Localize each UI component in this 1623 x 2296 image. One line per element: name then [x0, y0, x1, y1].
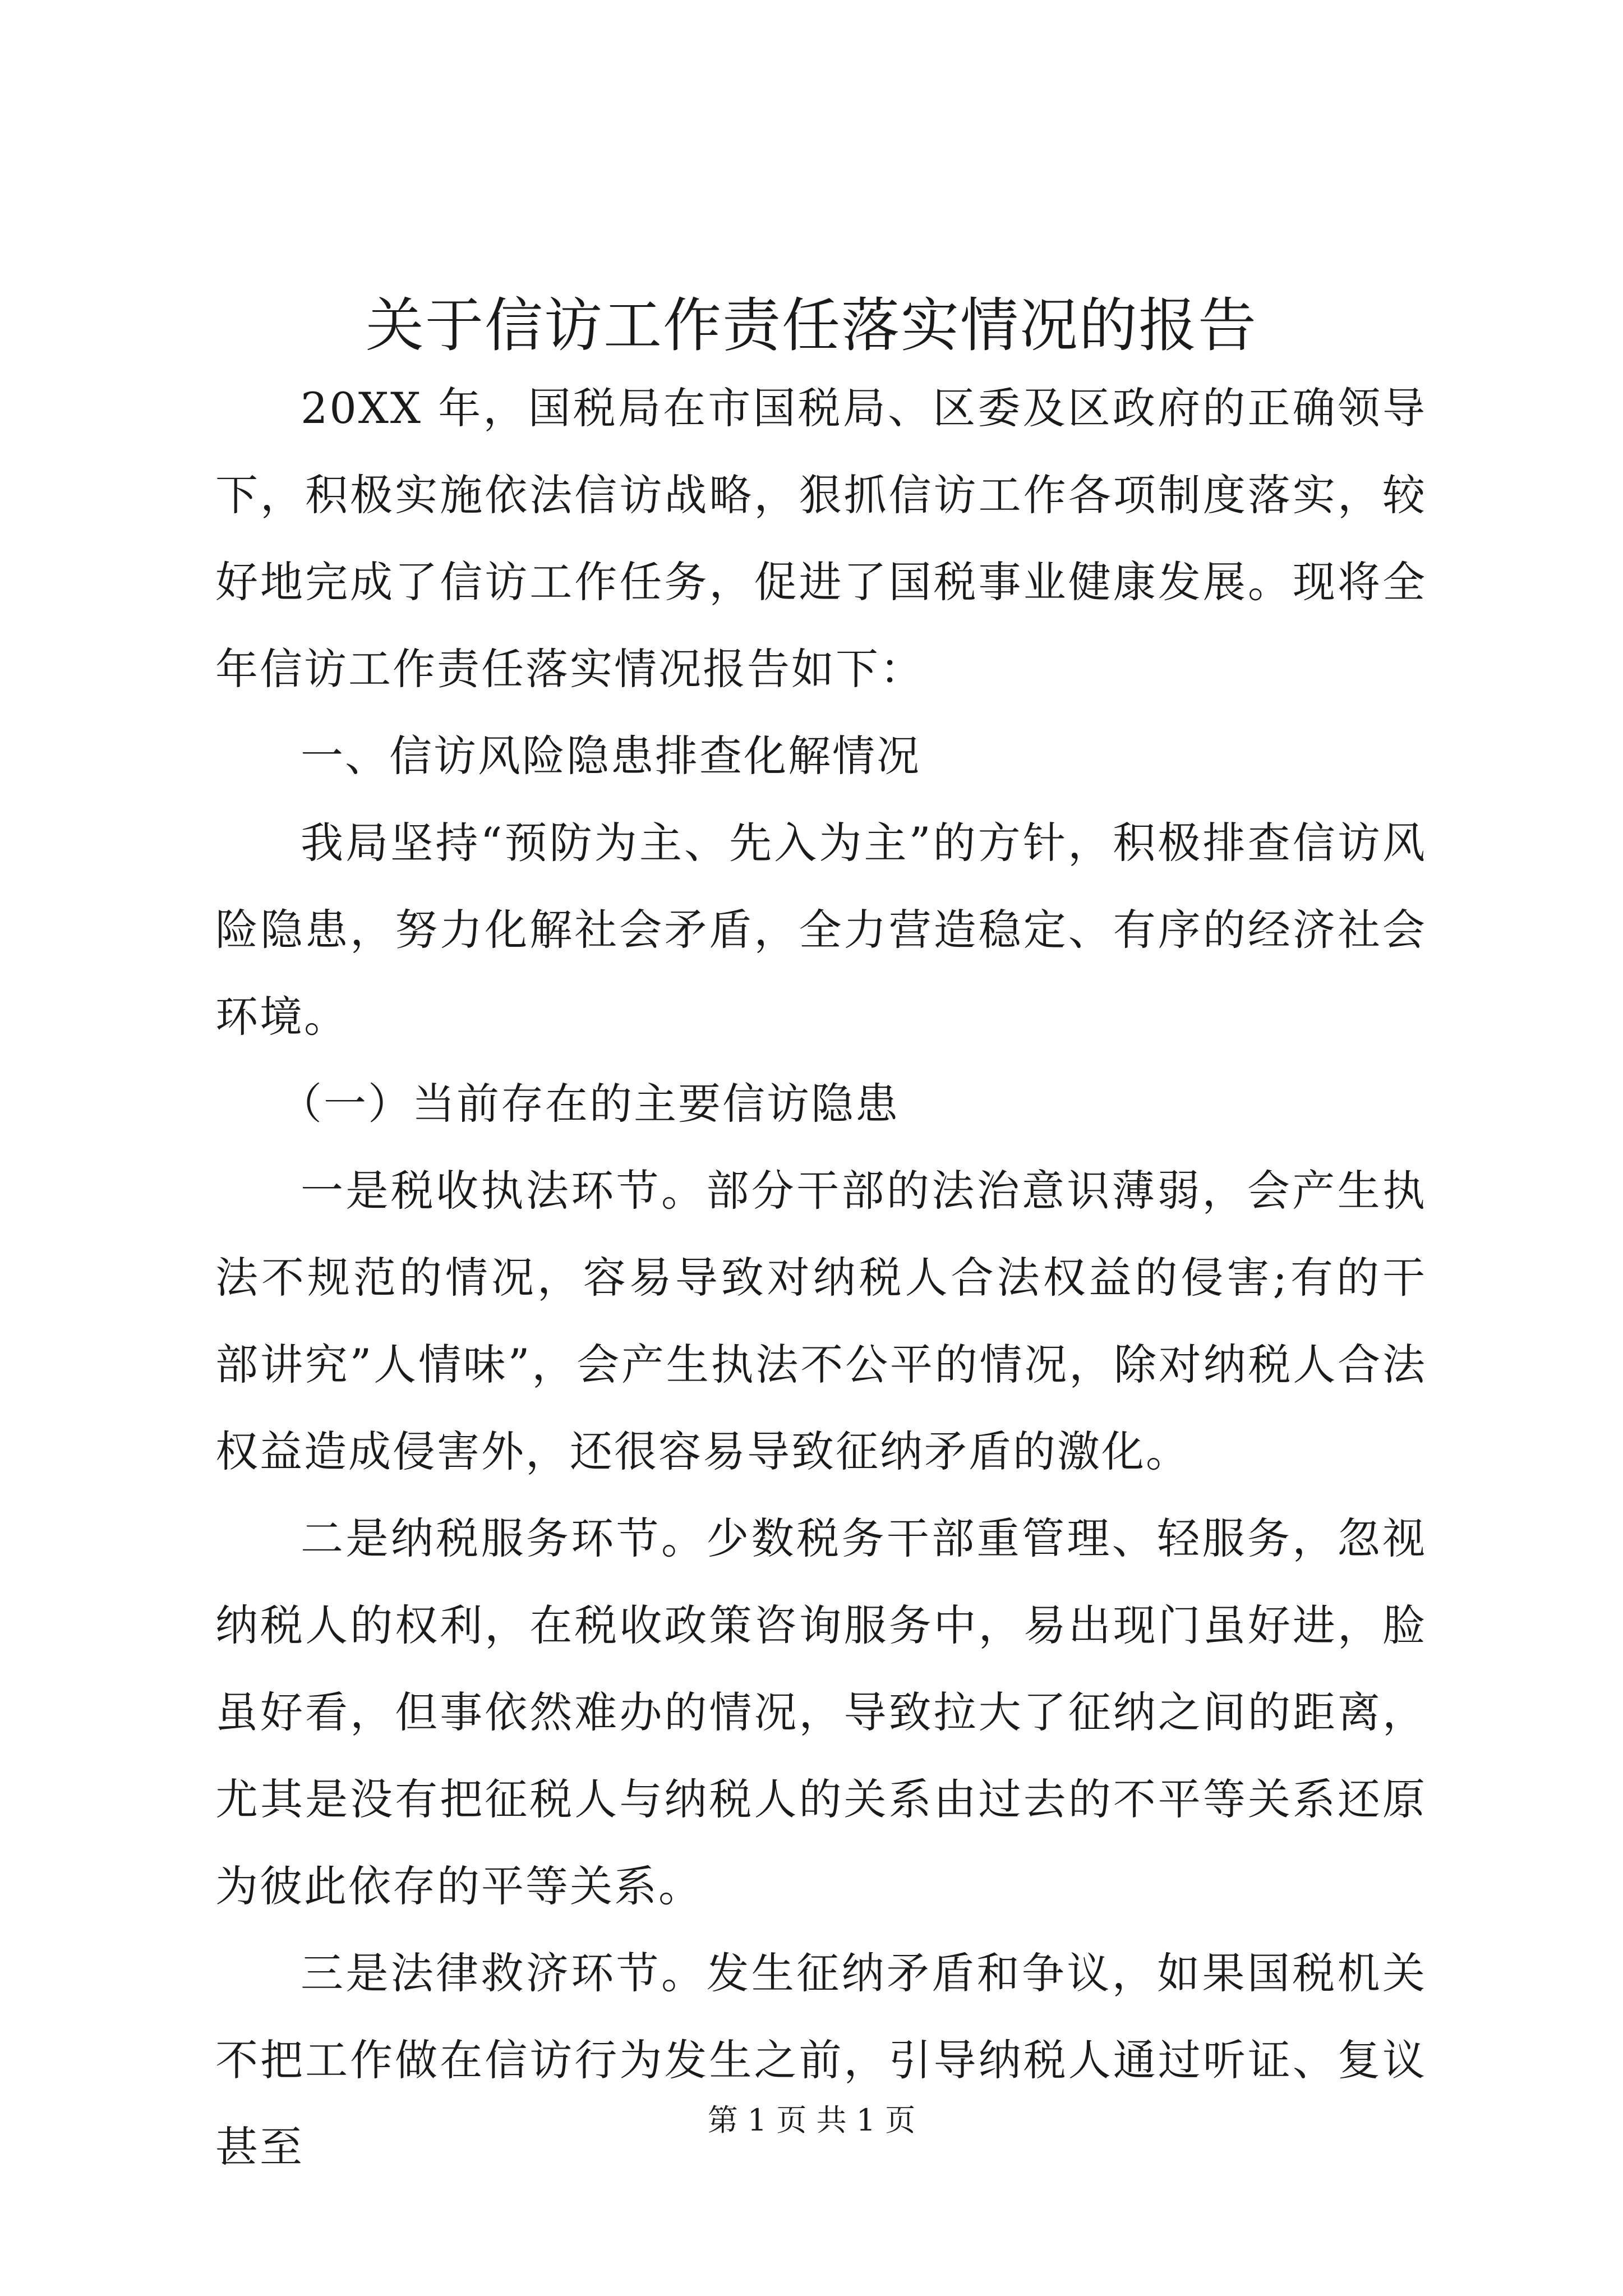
page-number-footer: 第 1 页 共 1 页	[707, 2102, 916, 2138]
subsection-heading-1: （一）当前存在的主要信访隐患	[279, 1079, 900, 1129]
paragraph-service: 二是纳税服务环节。少数税务干部重管理、轻服务，忽视纳税人的权利，在税收政策咨询服务中，易出现门虽好进，脸虽好看，但事依然难办的情况，导致拉大了征纳之间的距离，尤其是没有把征税人与纳税人的关系由过去的不平等关系还原为彼此依存的平等关系。	[215, 1513, 1427, 1911]
paragraph-legal-relief: 三是法律救济环节。发生征纳矛盾和争议，如果国税机关不把工作做在信访行为发生之前，引导纳税人通过听证、复议甚至	[215, 1948, 1427, 2172]
document-title: 关于信访工作责任落实情况的报告	[365, 291, 1257, 360]
paragraph-policy: 我局坚持“预防为主、先入为主”的方针，积极排查信访风险隐患，努力化解社会矛盾，全力营造稳定、有序的经济社会环境。	[215, 818, 1427, 1042]
paragraph-intro: 20XX 年，国税局在市国税局、区委及区政府的正确领导下，积极实施依法信访战略，狠抓信访工作各项制度落实，较好地完成了信访工作任务，促进了国税事业健康发展。现将全年信访工作责任落实情况报告如下：	[215, 383, 1427, 694]
document-body	[215, 365, 1427, 2191]
paragraph-enforcement: 一是税收执法环节。部分干部的法治意识薄弱，会产生执法不规范的情况，容易导致对纳税人合法权益的侵害;有的干部讲究”人情味”，会产生执法不公平的情况，除对纳税人合法权益造成侵害外，还很容易导致征纳矛盾的激化。	[215, 1166, 1427, 1476]
section-heading-1: 一、信访风险隐患排查化解情况	[301, 731, 921, 781]
